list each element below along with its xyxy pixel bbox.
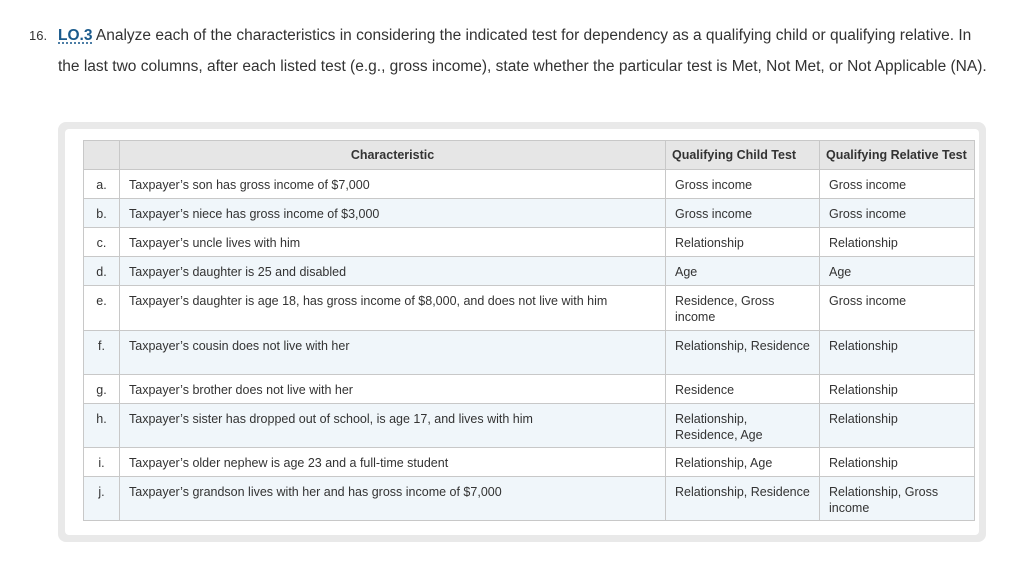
table-row — [84, 477, 975, 521]
row-label: e. — [84, 286, 120, 331]
table-row — [84, 170, 975, 199]
row-child-test: Relationship, Residence — [666, 331, 820, 375]
row-relative-test: Relationship, Gross income — [820, 477, 975, 521]
table-panel-inner — [65, 129, 979, 535]
row-label: f. — [84, 331, 120, 375]
row-characteristic: Taxpayer’s cousin does not live with her — [120, 331, 666, 375]
row-relative-test: Relationship — [820, 404, 975, 448]
table-row — [84, 286, 975, 331]
row-label: h. — [84, 404, 120, 448]
row-relative-test: Relationship — [820, 331, 975, 375]
row-child-test: Residence — [666, 375, 820, 404]
row-relative-test: Relationship — [820, 448, 975, 477]
row-child-test: Relationship — [666, 228, 820, 257]
row-label: i. — [84, 448, 120, 477]
table-row — [84, 228, 975, 257]
row-relative-test: Age — [820, 257, 975, 286]
question-text — [58, 20, 989, 82]
header-label — [84, 141, 120, 170]
row-relative-test: Gross income — [820, 286, 975, 331]
table-row — [84, 404, 975, 448]
table-row — [84, 331, 975, 375]
row-characteristic: Taxpayer’s uncle lives with him — [120, 228, 666, 257]
lo-link[interactable]: LO.3 — [58, 27, 93, 44]
row-label: c. — [84, 228, 120, 257]
row-relative-test: Relationship — [820, 375, 975, 404]
row-characteristic: Taxpayer’s niece has gross income of $3,000 — [120, 199, 666, 228]
row-characteristic: Taxpayer’s daughter is 25 and disabled — [120, 257, 666, 286]
table-row — [84, 375, 975, 404]
row-relative-test: Relationship — [820, 228, 975, 257]
question-block — [29, 20, 989, 82]
table-row — [84, 257, 975, 286]
row-child-test: Gross income — [666, 170, 820, 199]
row-child-test: Relationship, Residence — [666, 477, 820, 521]
row-child-test: Residence, Gross income — [666, 286, 820, 331]
table-row — [84, 199, 975, 228]
table-panel — [58, 122, 986, 542]
header-child-test: Qualifying Child Test — [666, 141, 820, 170]
row-label: g. — [84, 375, 120, 404]
row-characteristic: Taxpayer’s daughter is age 18, has gross income of $8,000, and does not live with him — [120, 286, 666, 331]
row-child-test: Relationship, Residence, Age — [666, 404, 820, 448]
row-label: a. — [84, 170, 120, 199]
question-number: 16. — [29, 28, 48, 43]
dependency-table — [83, 140, 975, 521]
row-label: d. — [84, 257, 120, 286]
question-body: Analyze each of the characteristics in considering the indicated test for dependency as a qualifying child or qualifying relative. In the last two columns, after each listed test (e.g., gross income), state whether the particular test is Met, Not Met, or Not Applicable (NA). — [58, 27, 987, 75]
row-characteristic: Taxpayer’s older nephew is age 23 and a full-time student — [120, 448, 666, 477]
header-characteristic: Characteristic — [120, 141, 666, 170]
row-relative-test: Gross income — [820, 199, 975, 228]
row-child-test: Gross income — [666, 199, 820, 228]
row-label: b. — [84, 199, 120, 228]
row-characteristic: Taxpayer’s grandson lives with her and has gross income of $7,000 — [120, 477, 666, 521]
row-label: j. — [84, 477, 120, 521]
row-characteristic: Taxpayer’s brother does not live with her — [120, 375, 666, 404]
table-row — [84, 448, 975, 477]
row-characteristic: Taxpayer’s son has gross income of $7,000 — [120, 170, 666, 199]
header-relative-test: Qualifying Relative Test — [820, 141, 975, 170]
row-relative-test: Gross income — [820, 170, 975, 199]
row-child-test: Age — [666, 257, 820, 286]
row-child-test: Relationship, Age — [666, 448, 820, 477]
row-characteristic: Taxpayer’s sister has dropped out of school, is age 17, and lives with him — [120, 404, 666, 448]
table-header-row — [84, 141, 975, 170]
